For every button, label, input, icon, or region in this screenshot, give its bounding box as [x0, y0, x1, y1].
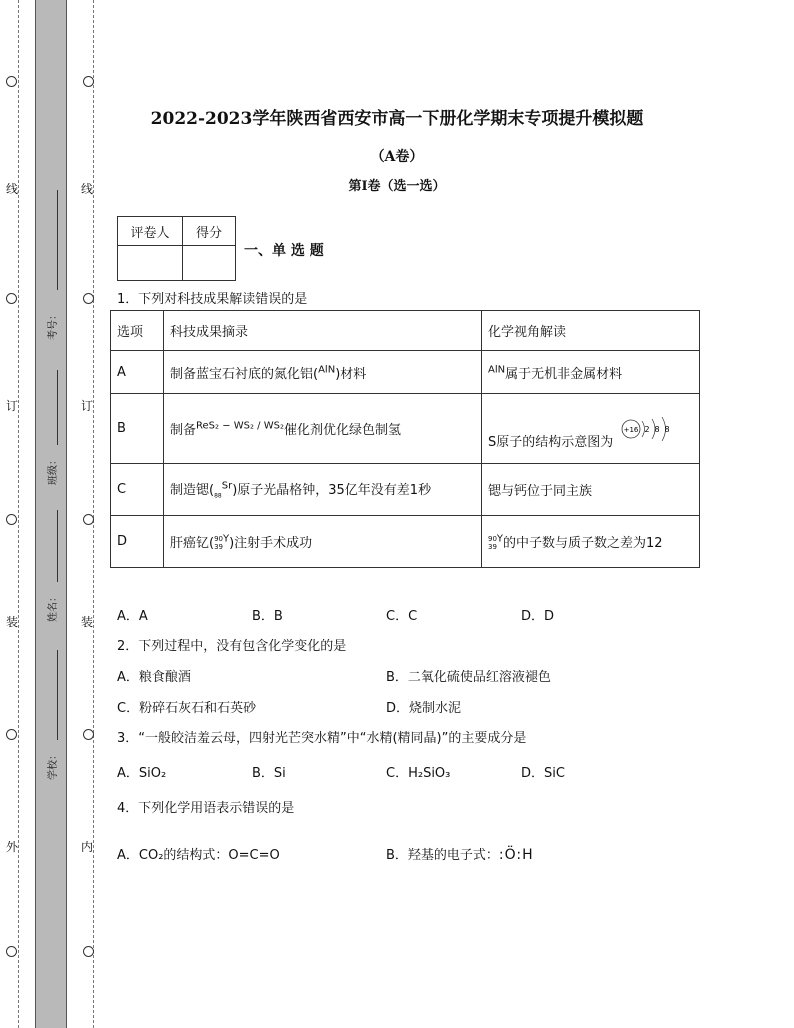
- field-exam-number-line: [57, 190, 58, 290]
- row-option: D: [111, 516, 164, 568]
- q3-choice-d[interactable]: D．SiC: [521, 766, 565, 781]
- table-header-interpretation: 化学视角解读: [482, 311, 700, 351]
- q3-choice-c[interactable]: C．H₂SiO₃: [386, 766, 451, 781]
- q4-choice-b[interactable]: B．羟基的电子式：:Ö:H: [386, 847, 534, 863]
- row-option: B: [111, 394, 164, 464]
- field-school-label: 学校：: [48, 750, 59, 780]
- margin-hole: [6, 946, 17, 957]
- score-box: [117, 216, 236, 281]
- margin-char-xian: 线: [80, 182, 93, 196]
- field-school-line: [57, 650, 58, 740]
- volume-title: 第I卷（选一选）: [348, 179, 446, 194]
- q2-choice-a[interactable]: A．粮食酿酒: [117, 670, 191, 685]
- margin-char-zhuang: 装: [80, 615, 93, 629]
- row-option: A: [111, 351, 164, 394]
- nucleus-charge: +16: [623, 426, 639, 434]
- margin-hole: [83, 946, 94, 957]
- margin-hole: [83, 293, 94, 304]
- row-achievement: 制造锶$(_{88}^{Sr})$原子光晶格钟，35亿年没有差1秒: [164, 464, 482, 516]
- q4-stem: 4．下列化学用语表示错误的是: [117, 801, 295, 816]
- margin-hole: [6, 729, 17, 740]
- q2-choice-d[interactable]: D．烧制水泥: [386, 701, 462, 716]
- row-achievement: 肝癌钇(90 $39^Y$)注射手术成功: [164, 516, 482, 568]
- row-achievement: 制备$^{ReS_2 - WS_2 / WS_2}$催化剂优化绿色制氢: [164, 394, 482, 464]
- row-interpretation: $^{AlN}$属于无机非金属材料: [482, 351, 700, 394]
- q2-choice-c[interactable]: C．粉碎石灰石和石英砂: [117, 701, 257, 716]
- row-interpretation: 90 $39^Y$的中子数与质子数之差为12: [482, 516, 700, 568]
- row-option: C: [111, 464, 164, 516]
- q3-stem: 3．“一般皎洁羞云母，四射光芒突水精”中“水精(精同晶)”的主要成分是: [117, 731, 527, 746]
- q1-choice-c[interactable]: C．C: [386, 609, 418, 624]
- page-subtitle: （A卷）: [370, 149, 424, 165]
- q4-choice-a[interactable]: A．CO₂的结构式：O=C=O: [117, 848, 280, 863]
- q2-stem: 2．下列过程中，没有包含化学变化的是: [117, 639, 347, 654]
- table-row: [111, 351, 700, 394]
- reviewer-cell[interactable]: [118, 246, 183, 281]
- q1-stem: 1．下列对科技成果解读错误的是: [117, 292, 308, 307]
- sulfur-atom-diagram: [620, 414, 682, 444]
- margin-char-wai: 外: [5, 840, 18, 854]
- margin-hole: [6, 293, 17, 304]
- q3-choice-b[interactable]: B．Si: [252, 766, 286, 781]
- row-interpretation: 锶与钙位于同主族: [482, 464, 700, 516]
- table-header-option: 选项: [111, 311, 164, 351]
- row-interpretation: S原子的结构示意图为 +16 2 8 8: [482, 394, 700, 464]
- page-title: 2022-2023学年陕西省西安市高一下册化学期末专项提升模拟题: [150, 109, 644, 129]
- margin-hole: [83, 729, 94, 740]
- field-name-label: 姓名：: [48, 592, 59, 622]
- score-header: 得分: [183, 217, 236, 246]
- hydroxyl-electron-formula: :Ö:H: [498, 847, 534, 863]
- field-class-line: [57, 370, 58, 445]
- table-row: [111, 464, 700, 516]
- margin-hole: [83, 514, 94, 525]
- field-name-line: [57, 510, 58, 582]
- section-title: 一、单 选 题: [244, 243, 324, 259]
- shell-1-electrons: 2: [644, 425, 650, 434]
- margin-char-xian: 线: [5, 182, 18, 196]
- table-row: [111, 394, 700, 464]
- shell-2-electrons: 8: [654, 425, 660, 434]
- reviewer-header: 评卷人: [118, 217, 183, 246]
- q3-choice-a[interactable]: A．SiO₂: [117, 766, 167, 781]
- table-header-achievement: 科技成果摘录: [164, 311, 482, 351]
- q1-table: [110, 310, 700, 568]
- shell-3-electrons: 8: [664, 425, 670, 434]
- q1-choice-d[interactable]: D．D: [521, 609, 555, 624]
- margin-char-nei: 内: [80, 840, 93, 854]
- margin-char-ding: 订: [5, 399, 18, 413]
- margin-hole: [6, 514, 17, 525]
- q1-choice-b[interactable]: B．B: [252, 609, 283, 624]
- field-exam-number-label: 考号：: [48, 310, 59, 340]
- row-achievement: 制备蓝宝石衬底的氮化铝($^{AlN}$)材料: [164, 351, 482, 394]
- q2-choice-b[interactable]: B．二氧化硫使品红溶液褪色: [386, 670, 551, 685]
- margin-hole: [6, 76, 17, 87]
- margin-hole: [83, 76, 94, 87]
- score-cell[interactable]: [183, 246, 236, 281]
- margin-char-zhuang: 装: [5, 615, 18, 629]
- q1-choice-a[interactable]: A．A: [117, 609, 148, 624]
- table-row: [111, 516, 700, 568]
- field-class-label: 班级：: [48, 455, 59, 485]
- margin-char-ding: 订: [80, 399, 93, 413]
